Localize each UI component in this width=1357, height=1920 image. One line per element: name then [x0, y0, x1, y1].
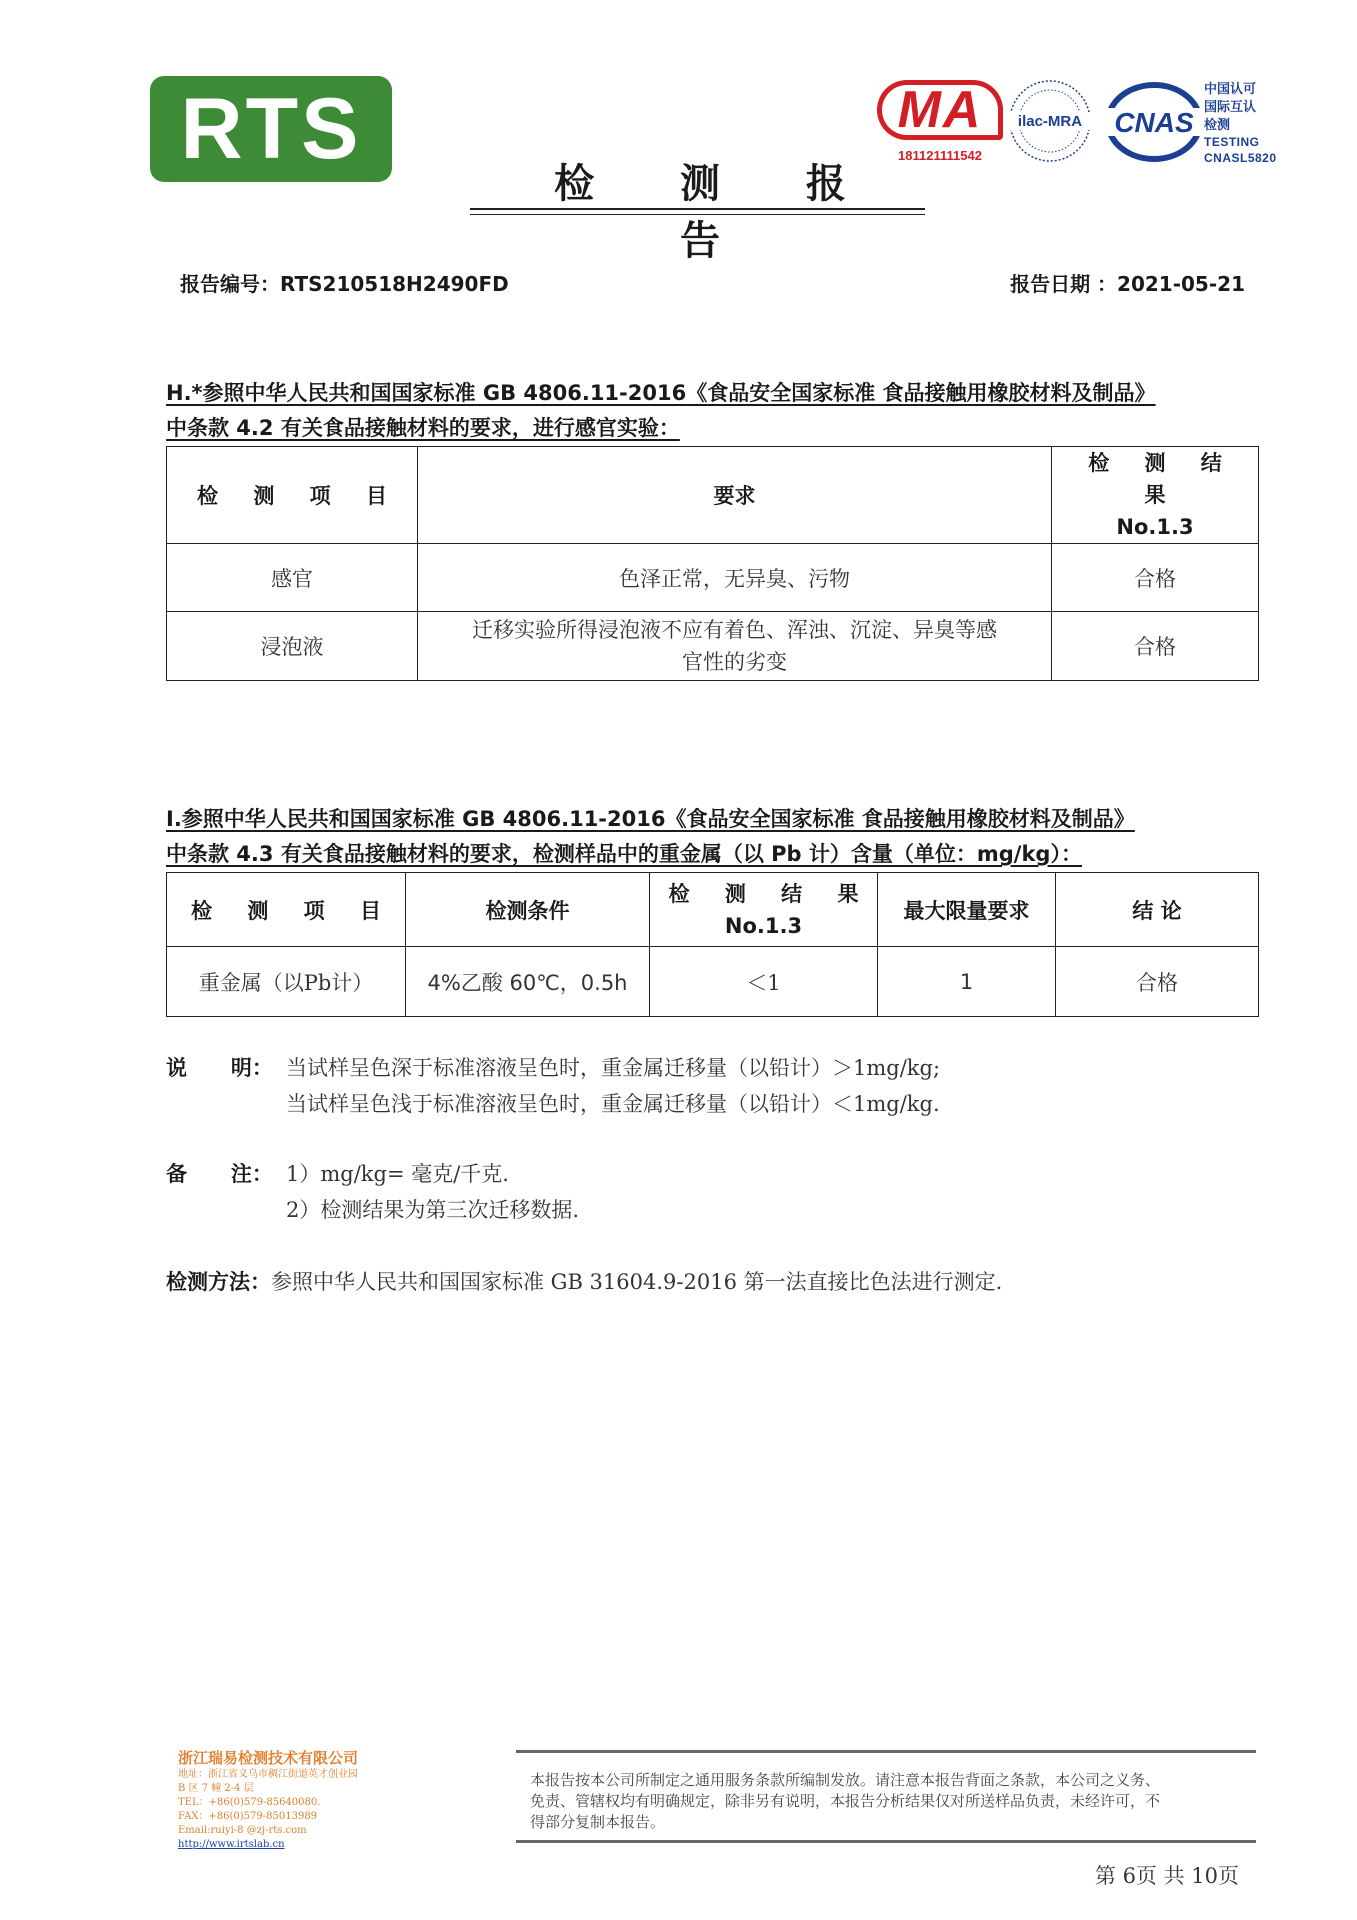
header-result: 检 测 结 果 No.1.3 — [650, 873, 878, 947]
section-i-heading-line1: I.参照中华人民共和国国家标准 GB 4806.11-2016《食品安全国家标准 食品接触用橡胶材料及制品》 — [166, 807, 1135, 831]
footer-rule-top — [516, 1750, 1256, 1753]
cell-conclusion: 合格 — [1056, 947, 1259, 1017]
cnas-line-5: CNASL5820 — [1204, 151, 1277, 165]
cell-item: 浸泡液 — [167, 612, 418, 681]
explanation-note — [166, 1050, 940, 1122]
explanation-line-1: 当试样呈色深于标准溶液呈色时，重金属迁移量（以铅计）＞1mg/kg; — [286, 1056, 941, 1080]
table-header-row — [167, 447, 1259, 544]
company-address-2: B 区 7 幢 2-4 层 — [178, 1783, 254, 1794]
header-condition: 检测条件 — [406, 873, 650, 947]
cnas-line-1: 中国认可 — [1204, 81, 1257, 96]
header-limit: 最大限量要求 — [878, 873, 1056, 947]
company-info — [178, 1748, 358, 1852]
header-item: 检 测 项 目 — [167, 447, 418, 544]
section-h-heading-line1: H.*参照中华人民共和国国家标准 GB 4806.11-2016《食品安全国家标准 食品接触用橡胶材料及制品》 — [166, 381, 1156, 405]
cma-letters: MA — [897, 81, 983, 139]
ilac-text: ilac-MRA — [1017, 113, 1083, 130]
disclaimer — [530, 1770, 1250, 1833]
header-item: 检 测 项 目 — [167, 873, 406, 947]
page-number: 第 6页 共 10页 — [1094, 1864, 1239, 1888]
remark-label: 备 注： — [166, 1162, 273, 1186]
cell-requirement: 迁移实验所得浸泡液不应有着色、浑浊、沉淀、异臭等感 官性的劣变 — [418, 612, 1052, 681]
cnas-caption — [1204, 80, 1277, 166]
disclaimer-line-1: 本报告按本公司所制定之通用服务条款所编制发放。请注意本报告背面之条款，本公司之义务、 — [530, 1771, 1161, 1789]
test-method-label: 检测方法： — [166, 1270, 271, 1294]
cell-result: ＜1 — [650, 947, 878, 1017]
footer-rule-bottom — [516, 1840, 1256, 1843]
header-conclusion: 结 论 — [1056, 873, 1259, 947]
cma-number: 181121111542 — [898, 148, 982, 163]
cell-result: 合格 — [1052, 544, 1259, 612]
company-fax: FAX：+86(0)579-85013989 — [178, 1811, 318, 1822]
remark-line-1: 1）mg/kg= 毫克/千克. — [286, 1162, 509, 1186]
explanation-label: 说 明： — [166, 1056, 273, 1080]
cnas-line-4: TESTING — [1204, 135, 1260, 149]
company-address-1: 地址：浙江省义乌市稠江街道英才创业园 — [178, 1769, 358, 1780]
test-method-text: 参照中华人民共和国国家标准 GB 31604.9-2016 第一法直接比色法进行测定. — [271, 1270, 1003, 1294]
company-tel: TEL：+86(0)579-85640080. — [178, 1797, 321, 1808]
sensory-test-table — [166, 446, 1259, 681]
title-underline-thin — [470, 214, 925, 215]
section-h-heading — [166, 376, 1266, 446]
ilac-mra-seal — [1007, 78, 1093, 164]
disclaimer-line-2: 免责、管辖权均有明确规定，除非另有说明，本报告分析结果仅对所送样品负责，未经许可，不 — [530, 1792, 1161, 1810]
section-i-heading — [166, 802, 1266, 872]
document-title: 检 测 报 告 — [554, 160, 882, 264]
report-number: 报告编号：RTS210518H2490FD — [180, 272, 509, 296]
cnas-line-2: 国际互认 — [1204, 99, 1257, 114]
header-requirement: 要求 — [418, 447, 1052, 544]
cma-mark — [877, 80, 1003, 170]
company-name: 浙江瑞易检测技术有限公司 — [178, 1749, 359, 1767]
explanation-line-2: 当试样呈色浅于标准溶液呈色时，重金属迁移量（以铅计）＜1mg/kg. — [286, 1092, 940, 1116]
company-website-link[interactable]: http://www.irtslab.cn — [178, 1839, 285, 1850]
header-result: 检 测 结 果 No.1.3 — [1052, 447, 1259, 544]
cell-item: 感官 — [167, 544, 418, 612]
test-method-note — [166, 1264, 1002, 1300]
rts-logo — [150, 76, 392, 182]
title-underline — [470, 208, 925, 210]
cnas-seal — [1105, 82, 1203, 162]
remark-note — [166, 1156, 579, 1228]
remark-line-2: 2）检测结果为第三次迁移数据. — [286, 1198, 580, 1222]
report-date: 报告日期 ：2021-05-21 — [1010, 272, 1245, 296]
cell-requirement: 色泽正常，无异臭、污物 — [418, 544, 1052, 612]
cell-item: 重金属（以Pb计） — [167, 947, 406, 1017]
cnas-line-3: 检测 — [1204, 117, 1231, 132]
section-i-heading-line2: 中条款 4.3 有关食品接触材料的要求，检测样品中的重金属（以 Pb 计）含量（单位：mg/kg）： — [166, 842, 1082, 866]
table-row — [167, 544, 1259, 612]
disclaimer-line-3: 得部分复制本报告。 — [530, 1813, 666, 1831]
cell-result: 合格 — [1052, 612, 1259, 681]
cell-limit: 1 — [878, 947, 1056, 1017]
table-header-row — [167, 873, 1259, 947]
heavy-metal-table — [166, 872, 1259, 1017]
table-row — [167, 947, 1259, 1017]
cell-condition: 4%乙酸 60℃，0.5h — [406, 947, 650, 1017]
company-email: Email:ruiyi-8 @zj-rts.com — [178, 1825, 307, 1836]
cnas-text: CNAS — [1114, 107, 1194, 138]
table-row — [167, 612, 1259, 681]
section-h-heading-line2: 中条款 4.2 有关食品接触材料的要求，进行感官实验： — [166, 416, 680, 440]
rts-logo-text: RTS — [180, 81, 362, 177]
